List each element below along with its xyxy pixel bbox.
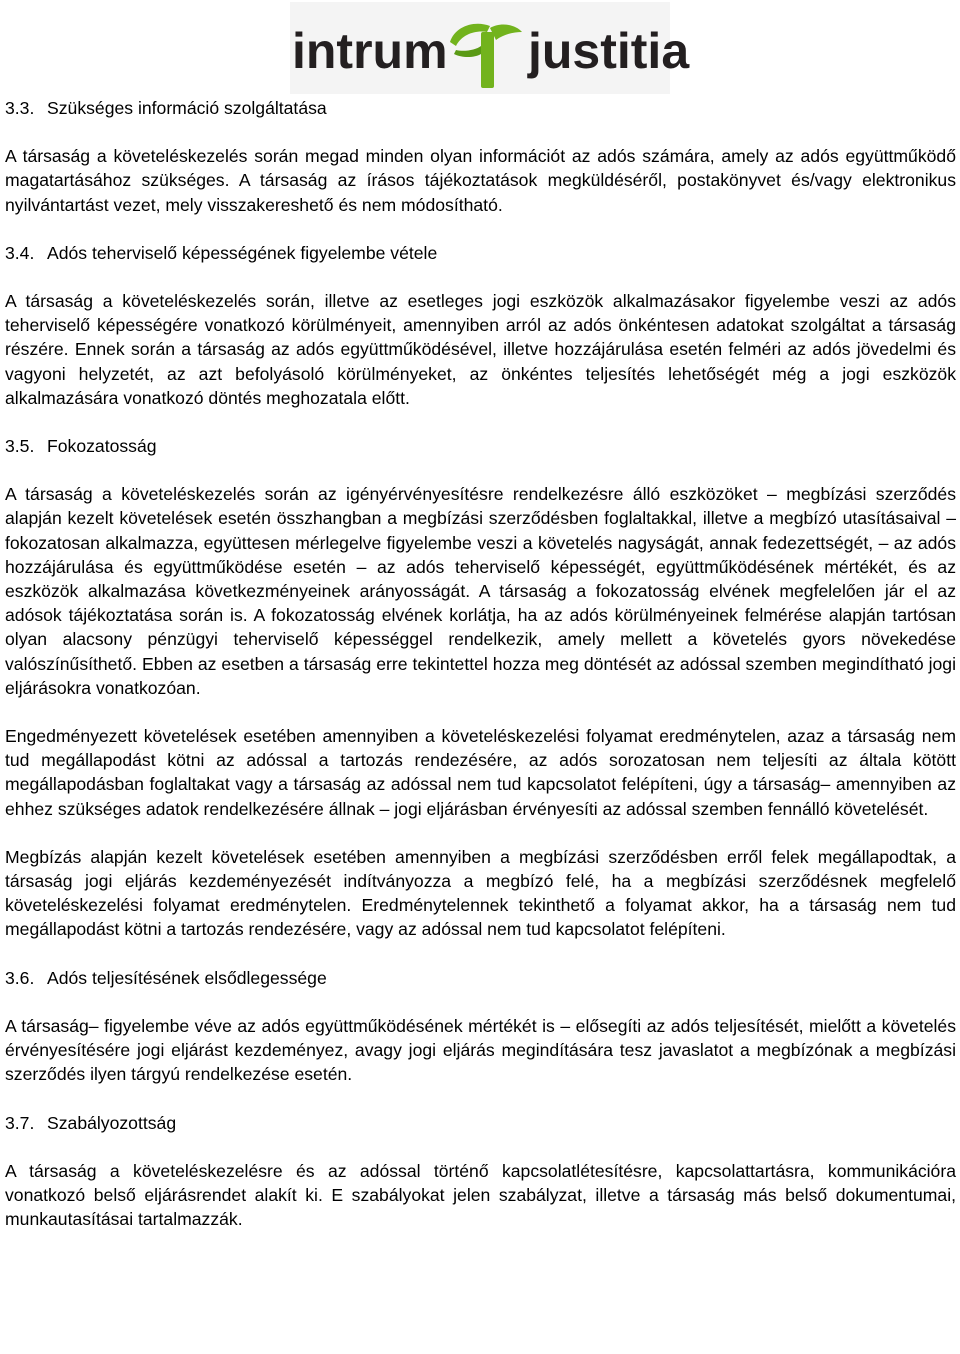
paragraph: A társaság a követeléskezelésre és az adóssal történő kapcsolatlétesítésre, kapcsolattartásra, kommunikációra vonatkozó belső eljárásrendet alakít ki. E szabályokat jelen szabályzat, illetve a társaság más belső dokumentumai, munkautasításai tartalmazzák.	[5, 1160, 956, 1230]
section-heading-3-4	[5, 241, 956, 265]
section-number: 3.6.	[5, 967, 35, 988]
logo-word-right: justitia	[528, 23, 690, 79]
section-heading-3-7	[5, 1111, 956, 1135]
section-title: Adós teljesítésének elsődlegessége	[47, 967, 327, 988]
intrum-justitia-logo	[290, 2, 690, 94]
section-number: 3.4.	[5, 242, 35, 263]
green-leaf-figure-icon	[450, 24, 522, 88]
document-body	[5, 96, 956, 1255]
section-title: Szükséges információ szolgáltatása	[47, 98, 327, 118]
section-number: 3.5.	[5, 436, 35, 457]
paragraph: Engedményezett követelések esetében amennyiben a követeléskezelési folyamat eredménytelen, azaz a társaság nem tud megállapodást kötni az adóssal a tartozás rendezésére, az adós sorozatosan nem teljesíti az általa kötött megállapodásban foglaltakat vagy a társaság az adóssal nem tud kapcsolatot felépíteni, úgy a társaság– amennyiben az ehhez szükséges adatok rendelkezésére állnak – jogi eljárásban érvényesíti az adóssal szemben fennálló követelését.	[5, 726, 956, 819]
section-heading-3-5	[5, 434, 956, 458]
paragraph: A társaság– figyelembe véve az adós együttműködésének mértékét is – elősegíti az adós teljesítését, mielőtt a követelés érvényesítésére jogi eljárást kezdeményez, avagy jogi eljárás megindítására tesz javaslatot a megbízónak a megbízási szerződés ilyen tárgyú rendelkezése esetén.	[5, 1015, 956, 1085]
paragraph: A társaság a követeléskezelés során, illetve az esetleges jogi eszközök alkalmazásakor figyelembe veszi az adós teherviselő képességére vonatkozó körülményeit, amennyiben arról az adós önkéntesen adatokat szolgáltat a társaság részére. Ennek során a társaság az adós együttműködésével, illetve hozzájárulása esetén felméri az adós jövedelmi és vagyoni helyzetét, az azt befolyásoló körülményeket, az önkéntes teljesítés lehetőségét még a jogi eszközök alkalmazására vonatkozó döntés meghozatala előtt.	[5, 291, 956, 408]
section-title: Adós teherviselő képességének figyelembe vétele	[47, 242, 438, 263]
section-title: Fokozatosság	[47, 436, 157, 457]
paragraph: A társaság a követeléskezelés során megad minden olyan információt az adós számára, amely az adós együttműködő magatartásához szükséges. A társaság az írásos tájékoztatások megküldéséről, postakönyvet és/vagy elektronikus nyilvántartást vezet, mely visszakereshető és nem módosítható.	[5, 146, 956, 215]
section-number: 3.3.	[5, 98, 35, 118]
section-heading-3-6	[5, 966, 956, 990]
section-number: 3.7.	[5, 1112, 35, 1133]
logo-word-left: intrum	[292, 23, 448, 79]
section-title: Szabályozottság	[47, 1112, 177, 1133]
section-heading-3-3	[5, 96, 956, 120]
paragraph: Megbízás alapján kezelt követelések esetében amennyiben a megbízási szerződésben erről felek megállapodtak, a társaság jogi eljárás kezdeményezését indítványozza a megbízó felé, ha a megbízási szerződésnek megfelelő követeléskezelési folyamat eredménytelen. Eredménytelennek tekinthető a folyamat akkor, ha a társaság nem tud megállapodást kötni a tartozás rendezésére, vagy az adóssal nem tud kapcsolatot felépíteni.	[5, 846, 956, 940]
paragraph: A társaság a követeléskezelés során az igényérvényesítésre rendelkezésre álló eszközöket – megbízási szerződés alapján kezelt követelések esetén összhangban a megbízási szerződésben foglaltakkal, illetve a megbízó utasításaival – fokozatosan alkalmazza, együttesen mérlegelve figyelembe veszi a követelés nagyságát, annak fedezettségét, – az adós hozzájárulása és együttműködése esetén – az adós teherviselő képességét, együttműködésének mértékét, és az eszközök alkalmazása következményeinek arányosságát. A társaság a fokozatosság elvének megfelelően jár el az adósok tájékoztatása során is. A fokozatosság elvének korlátja, ha az adós körülményeinek felmérése alapján tartósan olyan alacsony pénzügyi teherviselő képességgel rendelkezik, amely mellett a követelés gyors növekedése valószínűsíthető. Ebben az esetben a társaság erre tekintettel hozza meg döntését az adóssal szemben megindítható jogi eljárásokra vonatkozóan.	[5, 484, 956, 698]
logo-graphic	[290, 2, 690, 94]
